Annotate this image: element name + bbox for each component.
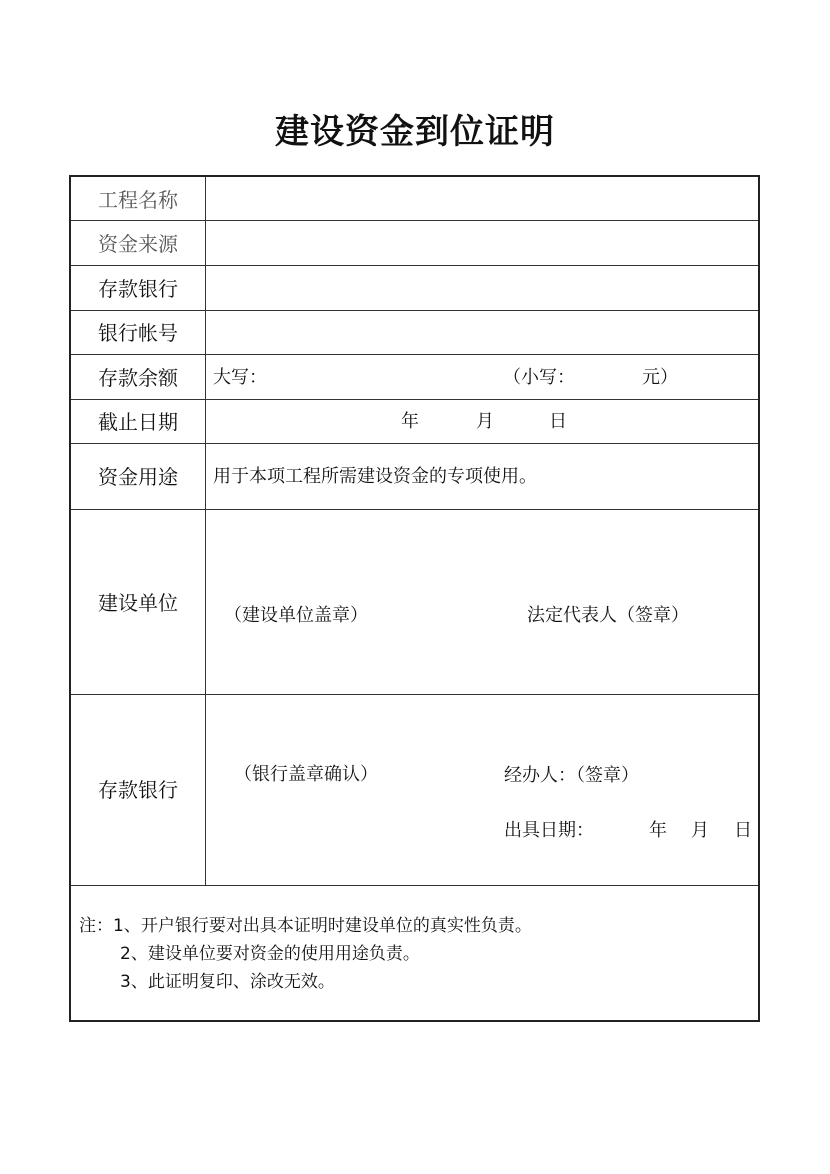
note-line-2: 2、建设单位要对资金的使用用途负责。 bbox=[120, 944, 420, 964]
certificate-form bbox=[69, 175, 760, 1022]
row-divider bbox=[71, 509, 758, 510]
deadline-month: 月 bbox=[476, 411, 494, 432]
deposit-balance-label: 存款余额 bbox=[98, 366, 178, 390]
row-divider bbox=[71, 265, 758, 266]
issue-date-month: 月 bbox=[691, 820, 709, 841]
deposit-bank-label: 存款银行 bbox=[98, 277, 178, 301]
issue-date-day: 日 bbox=[734, 820, 752, 841]
issue-date-year: 年 bbox=[649, 820, 667, 841]
handler-signature: 经办人：（签章） bbox=[504, 765, 639, 786]
row-divider bbox=[71, 220, 758, 221]
construction-unit-label: 建设单位 bbox=[98, 591, 178, 615]
deadline-label: 截止日期 bbox=[98, 410, 178, 434]
legal-representative-signature: 法定代表人（签章） bbox=[527, 605, 689, 626]
issue-date-label: 出具日期： bbox=[504, 820, 594, 841]
fund-usage-text: 用于本项工程所需建设资金的专项使用。 bbox=[213, 466, 537, 487]
bank-confirm-label: 存款银行 bbox=[98, 778, 178, 802]
row-divider bbox=[71, 310, 758, 311]
note-line-1: 注：1、开户银行要对出具本证明时建设单位的真实性负责。 bbox=[79, 916, 532, 936]
row-divider bbox=[71, 694, 758, 695]
construction-unit-seal: （建设单位盖章） bbox=[224, 605, 368, 626]
fund-usage-label: 资金用途 bbox=[98, 465, 178, 489]
deadline-year: 年 bbox=[401, 411, 419, 432]
column-divider bbox=[205, 177, 206, 885]
project-name-label: 工程名称 bbox=[98, 188, 178, 212]
row-divider bbox=[71, 354, 758, 355]
bank-account-field[interactable] bbox=[213, 316, 753, 348]
row-divider bbox=[71, 443, 758, 444]
deposit-bank-field[interactable] bbox=[213, 272, 753, 304]
balance-lowercase-label: （小写： bbox=[503, 367, 575, 388]
document-title: 建设资金到位证明 bbox=[275, 112, 555, 152]
balance-uppercase-label: 大写： bbox=[213, 367, 267, 388]
bank-seal-confirm: （银行盖章确认） bbox=[234, 764, 378, 785]
row-divider bbox=[71, 885, 758, 886]
deadline-day: 日 bbox=[549, 411, 567, 432]
fund-source-field[interactable] bbox=[213, 227, 753, 259]
bank-account-label: 银行帐号 bbox=[98, 321, 178, 345]
fund-source-label: 资金来源 bbox=[98, 232, 178, 256]
project-name-field[interactable] bbox=[213, 183, 753, 215]
row-divider bbox=[71, 399, 758, 400]
balance-lowercase-unit: 元） bbox=[642, 367, 678, 388]
note-line-3: 3、此证明复印、涂改无效。 bbox=[120, 972, 335, 992]
